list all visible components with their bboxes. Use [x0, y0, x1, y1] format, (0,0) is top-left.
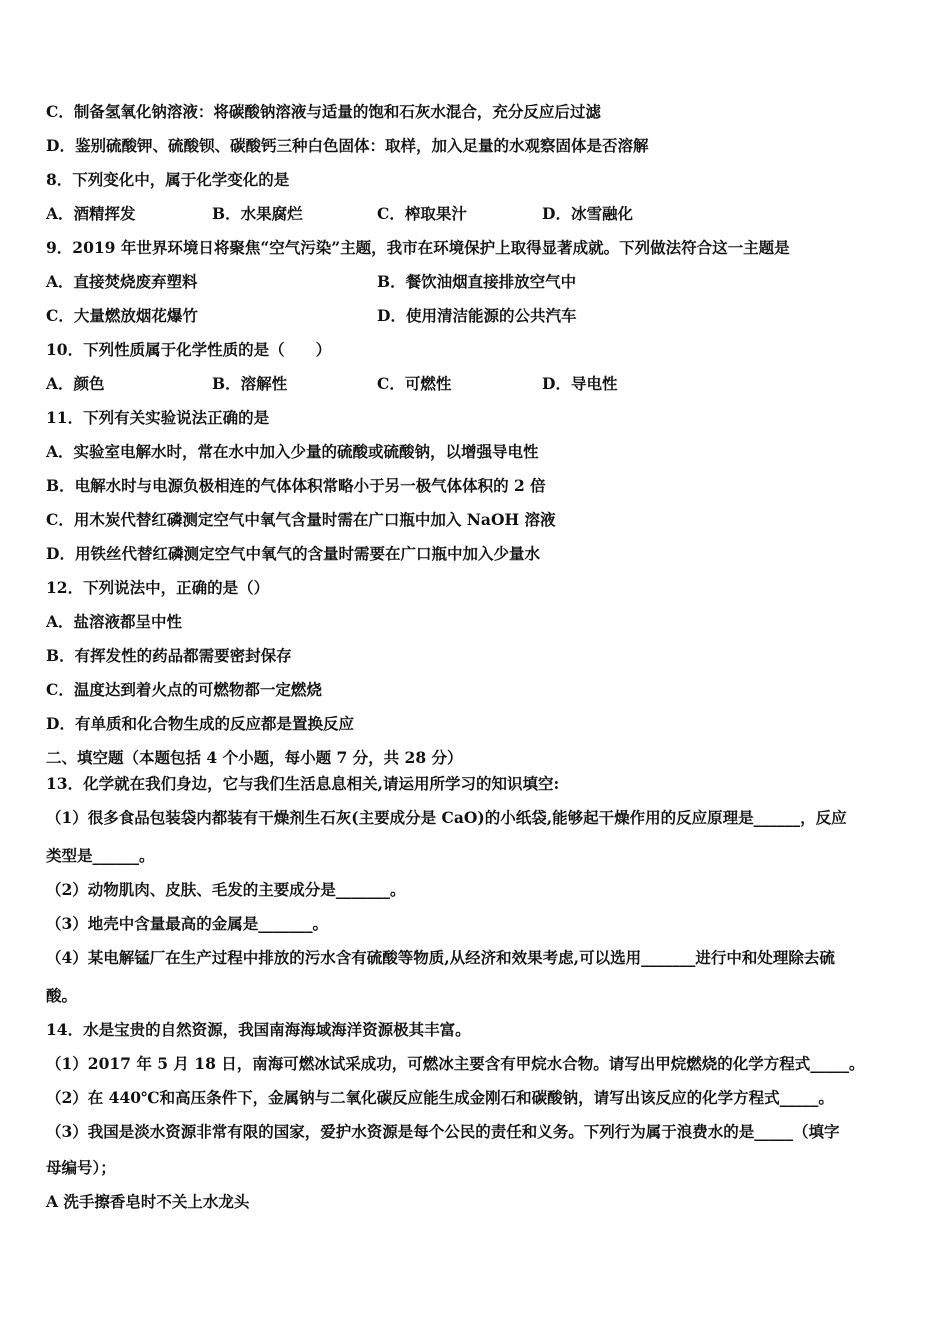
- q10-option-b: B．溶解性: [212, 374, 288, 393]
- q14-part2: （2）在 440℃和高压条件下，金属钠与二氧化碳反应能生成金刚石和碳酸钠，请写出该反应的化学方程式_____。: [46, 1088, 834, 1107]
- q13-part4-line1: （4）某电解锰厂在生产过程中排放的污水含有硫酸等物质,从经济和效果考虑,可以选用_______进行中和处理除去硫: [46, 948, 835, 967]
- q14-part3-line1: （3）我国是淡水资源非常有限的国家，爱护水资源是每个公民的责任和义务。下列行为属于浪费水的是_____（填字: [46, 1122, 840, 1141]
- q12-option-b: B．有挥发性的药品都需要密封保存: [46, 646, 292, 665]
- q7-option-d: D．鉴别硫酸钾、硫酸钡、碳酸钙三种白色固体：取样，加入足量的水观察固体是否溶解: [46, 136, 649, 155]
- q13-stem: 13．化学就在我们身边，它与我们生活息息相关,请运用所学习的知识填空:: [46, 774, 560, 793]
- q8-option-d: D．冰雪融化: [542, 204, 633, 223]
- section-heading: 二、填空题（本题包括 4 个小题，每小题 7 分，共 28 分）: [46, 748, 463, 767]
- q10-options: [46, 374, 906, 394]
- q11-option-a: A．实验室电解水时，常在水中加入少量的硫酸或硫酸钠，以增强导电性: [46, 442, 539, 461]
- q14-part3-line2: 母编号）；: [46, 1158, 116, 1177]
- q10-stem: 10．下列性质属于化学性质的是（ ）: [46, 340, 332, 359]
- q10-option-a: A．颜色: [46, 374, 105, 393]
- q14-part1: （1）2017 年 5 月 18 日，南海可燃冰试采成功，可燃冰主要含有甲烷水合物。请写出甲烷燃烧的化学方程式_____。: [46, 1054, 865, 1073]
- q11-stem: 11．下列有关实验说法正确的是: [46, 408, 270, 427]
- q10-option-d: D．导电性: [542, 374, 618, 393]
- q13-part4-line2: 酸。: [46, 986, 78, 1005]
- q8-options: [46, 204, 906, 224]
- q14-stem: 14．水是宝贵的自然资源，我国南海海域海洋资源极其丰富。: [46, 1020, 471, 1039]
- q13-part2: （2）动物肌肉、皮肤、毛发的主要成分是_______。: [46, 880, 406, 899]
- q9-option-a: A．直接焚烧废弃塑料: [46, 272, 198, 291]
- q12-option-a: A．盐溶液都呈中性: [46, 612, 183, 631]
- q8-option-c: C．榨取果汁: [377, 204, 467, 223]
- q9-stem: 9．2019 年世界环境日将聚焦“空气污染”主题，我市在环境保护上取得显著成就。下列做法符合这一主题是: [46, 238, 790, 257]
- q8-stem: 8．下列变化中，属于化学变化的是: [46, 170, 290, 189]
- q11-option-c: C．用木炭代替红磷测定空气中氧气含量时需在广口瓶中加入 NaOH 溶液: [46, 510, 556, 529]
- q8-option-a: A．酒精挥发: [46, 204, 136, 223]
- q9-option-d: D．使用清洁能源的公共汽车: [377, 306, 577, 325]
- q14-option-a: A 洗手擦香皂时不关上水龙头: [46, 1192, 250, 1211]
- q9-option-b: B．餐饮油烟直接排放空气中: [377, 272, 577, 291]
- q8-option-b: B．水果腐烂: [212, 204, 303, 223]
- q7-option-c: C．制备氢氧化钠溶液：将碳酸钠溶液与适量的饱和石灰水混合，充分反应后过滤: [46, 102, 601, 121]
- q11-option-b: B．电解水时与电源负极相连的气体体积常略小于另一极气体体积的 2 倍: [46, 476, 546, 495]
- q13-part1-line1: （1）很多食品包装袋内都装有干燥剂生石灰(主要成分是 CaO)的小纸袋,能够起干燥作用的反应原理是______，反应: [46, 808, 847, 827]
- q9-option-c: C．大量燃放烟花爆竹: [46, 306, 198, 325]
- q12-stem: 12．下列说法中，正确的是（）: [46, 578, 270, 597]
- q10-option-c: C．可燃性: [377, 374, 452, 393]
- q9-options-row2: [46, 306, 906, 326]
- q13-part3: （3）地壳中含量最高的金属是_______。: [46, 914, 329, 933]
- q12-option-d: D．有单质和化合物生成的反应都是置换反应: [46, 714, 354, 733]
- q9-options-row1: [46, 272, 906, 292]
- q12-option-c: C．温度达到着火点的可燃物都一定燃烧: [46, 680, 322, 699]
- q13-part1-line2: 类型是______。: [46, 846, 155, 865]
- q11-option-d: D．用铁丝代替红磷测定空气中氧气的含量时需要在广口瓶中加入少量水: [46, 544, 540, 563]
